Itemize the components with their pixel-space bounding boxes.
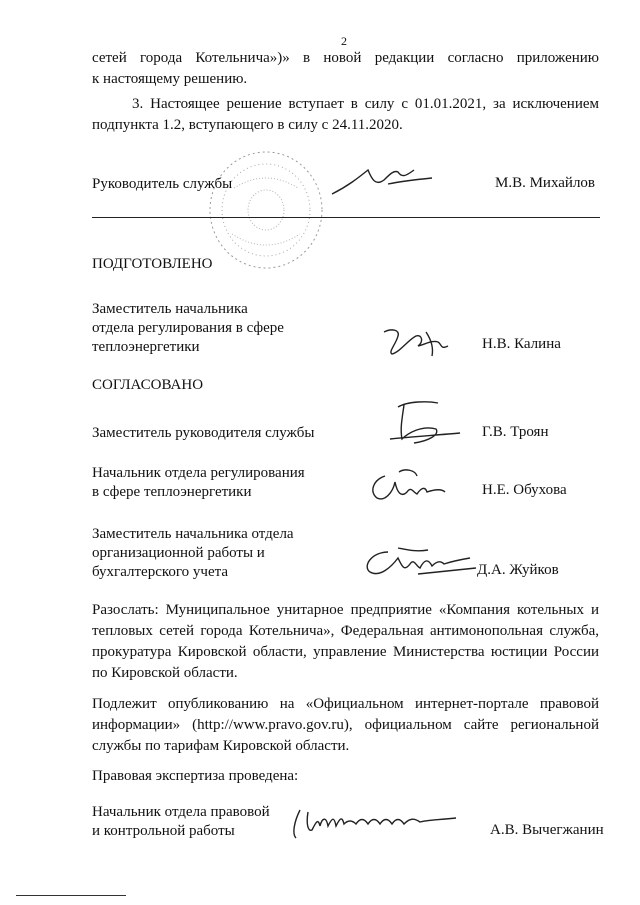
- page-number: 2: [341, 34, 347, 48]
- publication-paragraph: [92, 694, 599, 757]
- agreed-signer-1-signature: [378, 395, 468, 450]
- expertise-signature: [286, 800, 466, 845]
- agreed-heading: СОГЛАСОВАНО: [92, 377, 204, 393]
- intro-line-1: сетей города Котельнича»)» в новой редакции согласно приложению: [92, 50, 599, 66]
- official-stamp: [206, 148, 326, 273]
- prepared-heading: ПОДГОТОВЛЕНО: [92, 256, 213, 272]
- intro-line-2: к настоящему решению.: [92, 71, 248, 87]
- publication-line-3: службы по тарифам Кировской области.: [92, 738, 350, 754]
- agreed-signer-3-name: Д.А. Жуйков: [477, 562, 559, 578]
- prepared-name: Н.В. Калина: [482, 336, 561, 352]
- head-position-label: Руководитель службы: [92, 176, 233, 192]
- distribution-line-1: Разослать: Муниципальное унитарное предприятие «Компания котельных и: [92, 602, 599, 618]
- expertise-note: Правовая экспертиза проведена:: [92, 768, 299, 784]
- point-3-paragraph: [92, 94, 599, 136]
- prepared-position-line-2: отдела регулирования в сфере: [92, 320, 284, 336]
- agreed-signer-3-position-line-2: организационной работы и: [92, 545, 265, 561]
- agreed-signer-3-position-line-1: Заместитель начальника отдела: [92, 526, 294, 542]
- agreed-signer-3-signature: [358, 540, 483, 582]
- head-name: М.В. Михайлов: [495, 175, 596, 191]
- agreed-signer-2-position-line-1: Начальник отдела регулирования: [92, 465, 305, 481]
- expertise-position-line-2: и контрольной работы: [92, 823, 235, 839]
- agreed-signer-2-position-line-2: в сфере теплоэнергетики: [92, 484, 252, 500]
- agreed-signer-2-name: Н.Е. Обухова: [482, 482, 567, 498]
- expertise-position: [92, 803, 270, 841]
- publication-line-2: информации» (http://www.pravo.gov.ru), официальном сайте региональной: [92, 717, 599, 733]
- intro-paragraph: [92, 48, 599, 90]
- agreed-signer-2-signature: [365, 462, 475, 507]
- divider-line: [92, 217, 600, 218]
- agreed-signer-3-position: [92, 525, 294, 582]
- point-3-line-2: подпункта 1.2, вступающего в силу с 24.11.2020.: [92, 117, 403, 133]
- prepared-position-line-3: теплоэнергетики: [92, 339, 200, 355]
- agreed-signer-2-position: [92, 464, 305, 502]
- prepared-position: [92, 300, 284, 357]
- point-3-line-1: 3. Настоящее решение вступает в силу с 01.01.2021, за исключением: [132, 96, 599, 112]
- footnote-rule: [16, 895, 126, 896]
- agreed-signer-1-name: Г.В. Троян: [482, 424, 549, 440]
- publication-line-1: Подлежит опубликованию на «Официальном интернет-портале правовой: [92, 696, 599, 712]
- distribution-line-4: по Кировской области.: [92, 665, 238, 681]
- expertise-name: А.В. Вычегжанин: [490, 822, 604, 838]
- agreed-signer-1-position: Заместитель руководителя службы: [92, 425, 315, 441]
- distribution-line-2: тепловых сетей города Котельнича», Федеральная антимонопольная служба,: [92, 623, 599, 639]
- prepared-position-line-1: Заместитель начальника: [92, 301, 248, 317]
- expertise-position-line-1: Начальник отдела правовой: [92, 804, 270, 820]
- prepared-signature: [378, 322, 468, 362]
- distribution-line-3: прокуратура Кировской области, управление Министерства юстиции России: [92, 644, 599, 660]
- agreed-signer-3-position-line-3: бухгалтерского учета: [92, 564, 229, 580]
- head-signature: [328, 160, 438, 200]
- distribution-paragraph: [92, 600, 599, 684]
